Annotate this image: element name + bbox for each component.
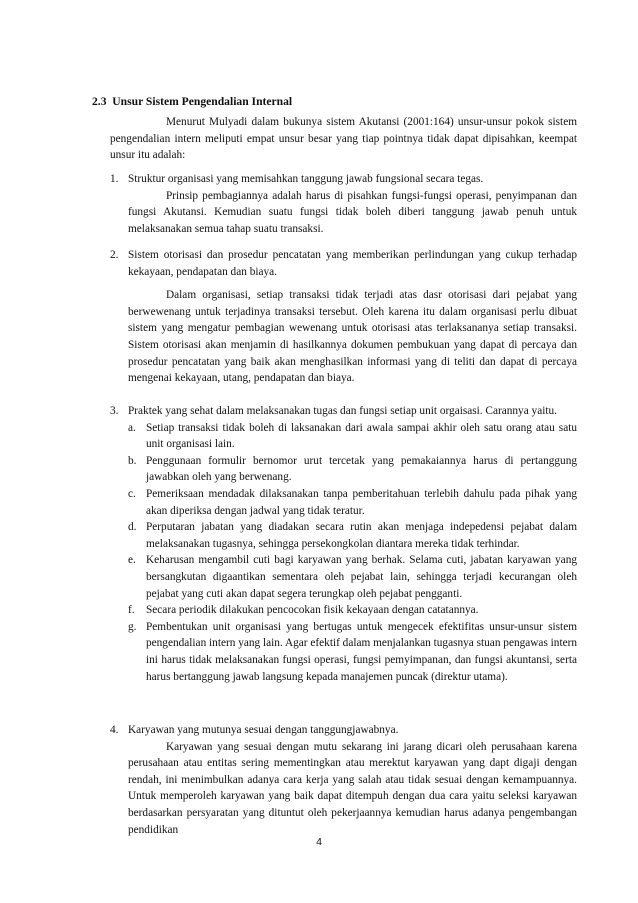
list-number: 2. <box>110 249 119 261</box>
sub-text: Perputaran jabatan yang diadakan secara rutin akan menjaga indepedensi pejabat dalam melaksanakan tugasnya, sehingga persekongkolan diantara mereka tidak terhindar. <box>146 521 577 550</box>
intro-paragraph <box>110 114 577 164</box>
sub-text: Pemeriksaan mendadak dilaksanakan tanpa pemberitahuan terlebih dahulu pada pihak yang akan diperiksa dengan jadwal yang tidak teratur. <box>146 487 577 517</box>
intro-text: Menurut Mulyadi dalam bukunya sistem Akutansi (2001:164) unsur-unsur pokok sistem pengendalian intern meliputi empat unsur besar yang tiap pointnya tidak dapat dipisahkan, keempat unsur itu adalah: <box>110 116 577 162</box>
sub-letter: g. <box>128 620 137 633</box>
sub-text: Secara periodik dilakukan pencocokan fisik kekayaan dengan catatannya. <box>146 604 479 617</box>
section-heading <box>92 95 292 108</box>
sub-item-f <box>128 602 577 619</box>
sub-item-e <box>128 552 577 602</box>
list-item-2 <box>110 247 577 387</box>
list-number: 3. <box>110 405 119 417</box>
sub-text: Pembentukan unit organisasi yang bertugas untuk mengecek efektifitas unsur-unsur sistem pengendalian intern yang lain. Agar efektif dalam menjalankan tugasnya stuan pengawas intern ini harus tidak melaksanakan fungsi operasi, fungsi pemyimpanan, dan fungsi akuntansi, serta harus bertanggung jawab langsung kepada manajemen puncak (direktur utama). <box>146 620 578 683</box>
sub-text: Keharusan mengambil cuti bagi karyawan yang berhak. Selama cuti, jabatan karyawan yang bersangkutan digaantikan sementara oleh pejabat lain, sehingga terjadi kecurangan oleh pejabat yang cuti akan dapat segera terungkap oleh pejabat pengganti. <box>146 554 577 600</box>
list-item-title: Struktur organisasi yang memisahkan tanggung jawab fungsional secara tegas. <box>128 173 484 185</box>
list-number: 1. <box>110 173 119 185</box>
sub-list <box>128 420 577 686</box>
sub-text: Setiap transaksi tidak boleh di laksanakan dari awala sampai akhir oleh satu orang atau satu unit organisasi lain. <box>146 421 577 451</box>
list-item-title: Karyawan yang mutunya sesuai dengan tanggungjawabnya. <box>128 724 399 736</box>
sub-item-g <box>128 619 577 685</box>
list-item-title: Praktek yang sehat dalam melaksanakan tugas dan fungsi setiap unit orgaisasi. Carannya yaitu. <box>128 405 557 417</box>
section-title: Unsur Sistem Pengendalian Internal <box>112 95 293 108</box>
sub-item-b <box>128 453 577 486</box>
list-item-3 <box>110 403 577 685</box>
sub-letter: e. <box>128 554 136 567</box>
list-item-paragraph: Dalam organisasi, setiap transaksi tidak terjadi atas dasr otorisasi dari pejabat yang berwewenang untuk terjadinya transaksi tersebut. Oleh karena itu dalam organisasi perlu dibuat sistem yang mengatur pembagian wewenang untuk otorisasi atas terlaksananya setiap transaksi. Sistem otorisasi akan menjamin di hasilkannya dokumen pembukuan yang dapat di percaya dan prosedur pencatatan yang baik akan menghasilkan informasi yang di teliti dan dapat di percaya mengenai kekayaan, utang, pendapatan dan biaya. <box>128 289 577 385</box>
list-item-4 <box>110 722 577 838</box>
sub-letter: d. <box>128 521 137 534</box>
list-number: 4. <box>110 724 119 736</box>
sub-letter: c. <box>128 487 136 500</box>
list-item-1 <box>110 171 577 237</box>
list-item-paragraph: Prinsip pembagiannya adalah harus di pisahkan fungsi-fungsi operasi, penyimpanan dan fungsi Akutansi. Kemudian suatu fungsi tidak boleh diberi tanggung jawab penuh untuk melaksanakan semua tahap suatu transaksi. <box>128 189 577 235</box>
sub-item-c <box>128 486 577 519</box>
page-number: 4 <box>316 836 322 848</box>
list-item-paragraph: Karyawan yang sesuai dengan mutu sekarang ini jarang dicari oleh perusahaan karena perusahaan atau entitas sering mementingkan atau merektut karyawan yang dapt digaji dengan rendah, ini menimbulkan adanya cara kerja yang salah atau tidak sesuai dengan kemampuannya. Untuk memperoleh karyawan yang baik dapat ditempuh dengan dua cara yaitu seleksi karyawan berdasarkan persyaratan yang dituntut oleh pekerjaannya kemudian harus adanya pengembangan pendidikan <box>128 740 577 836</box>
sub-letter: f. <box>128 604 135 617</box>
list-item-title: Sistem otorisasi dan prosedur pencatatan yang memberikan perlindungan yang cukup terhadap kekayaan, pendapatan dan biaya. <box>128 249 577 278</box>
sub-item-a <box>128 420 577 453</box>
sub-text: Penggunaan formulir bernomor urut tercetak yang pemakaiannya harus di pertanggung jawabkan oleh yang berwenang. <box>146 454 577 484</box>
sub-letter: b. <box>128 454 137 467</box>
section-number: 2.3 <box>92 95 107 108</box>
sub-letter: a. <box>128 421 136 434</box>
sub-item-d <box>128 519 577 552</box>
